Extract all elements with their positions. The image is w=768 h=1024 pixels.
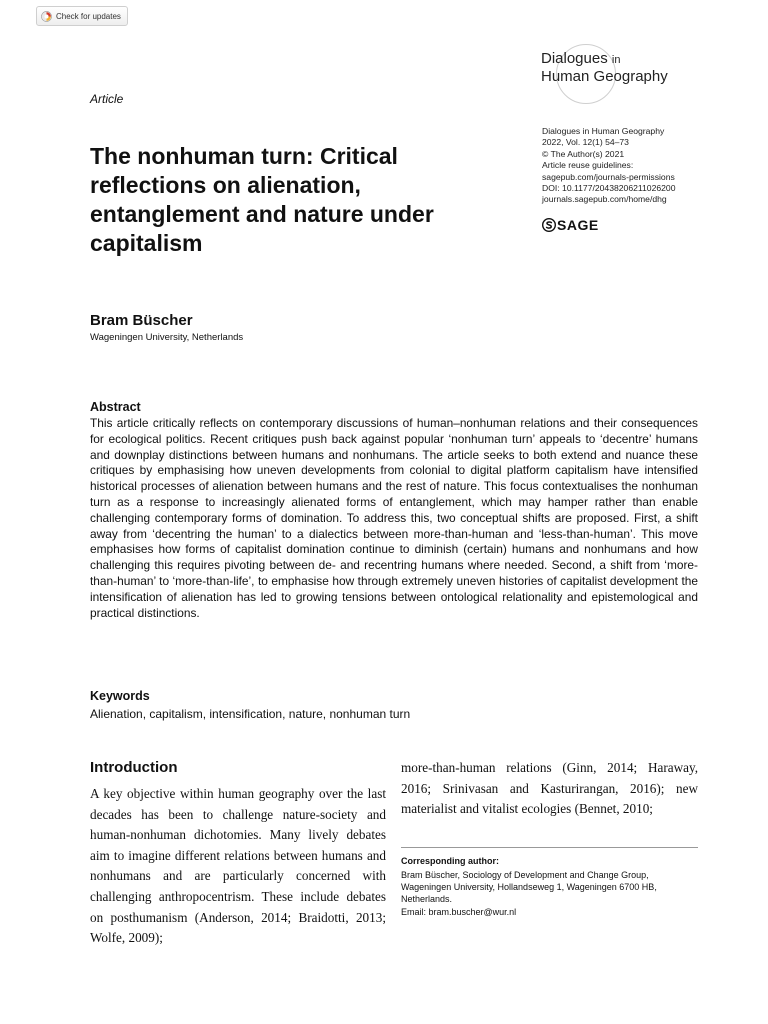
journal-metadata — [542, 126, 742, 206]
corresponding-author-details — [401, 869, 701, 918]
article-type-label: Article — [90, 92, 124, 106]
meta-copyright: © The Author(s) 2021 — [542, 148, 625, 159]
abstract-heading: Abstract — [90, 400, 141, 414]
sage-s-icon — [542, 218, 556, 232]
footnote-divider — [401, 847, 698, 848]
journal-logo — [536, 30, 696, 110]
logo-line1: Dialogues — [541, 50, 608, 67]
article-title: The nonhuman turn: Critical reflections on alienation, entanglement and nature under capitalism — [90, 143, 434, 256]
meta-volume: 2022, Vol. 12(1) 54–73 — [542, 137, 629, 148]
meta-reuse: Article reuse guidelines: — [542, 160, 634, 171]
sage-logo — [542, 217, 599, 233]
author-affiliation: Wageningen University, Netherlands — [90, 332, 244, 343]
corresponding-email[interactable]: Email: bram.buscher@wur.nl — [401, 906, 517, 917]
corresponding-line-2: Wageningen University, Hollandseweg 1, Wageningen 6700 HB, — [401, 882, 657, 893]
logo-line1-suffix: in — [611, 54, 621, 66]
meta-doi-link[interactable]: DOI: 10.1177/20438206211026200 — [542, 183, 676, 194]
introduction-heading: Introduction — [90, 759, 178, 776]
check-for-updates-label: Check for updates — [56, 11, 121, 21]
introduction-column-2: more-than-human relations (Ginn, 2014; Haraway, 2016; Srinivasan and Kasturirangan, 2016); new materialist and vitalist ecologies (Bennet, 2010; — [401, 760, 698, 817]
meta-permissions-link[interactable]: sagepub.com/journals-permissions — [542, 171, 675, 182]
corresponding-line-1: Bram Büscher, Sociology of Development and Change Group, — [401, 870, 649, 880]
corresponding-author-heading: Corresponding author: — [401, 856, 499, 866]
keywords-heading: Keywords — [90, 689, 150, 703]
corresponding-line-3: Netherlands. — [401, 894, 453, 905]
sage-logo-text: SAGE — [557, 217, 599, 233]
check-for-updates-icon — [41, 11, 52, 22]
keywords-text: Alienation, capitalism, intensification, nature, nonhuman turn — [90, 707, 411, 721]
meta-journal: Dialogues in Human Geography — [542, 126, 665, 136]
abstract-text: This article critically reflects on contemporary discussions of human–nonhuman relations and their consequences for ecological politics. Recent critiques push back against popular ‘nonhuman turn’ appeals to ‘decentre’ humans and downplay distinctions between humans and nonhumans. The article seeks to both extend and nuance these critiques by emphasising how uneven developments from colonial to digital platform capitalism have intensified historical processes of alienation between humans and the rest of nature. This focus contextualises the nonhuman turn as a response to increasingly alienated forms of entanglement, which may hamper rather than enable challenging contemporary forms of domination. To address this, two conceptual shifts are proposed. First, a shift away from ‘decentring the human’ to a dialectics between more-than-human and ‘less-than-human’. This move emphasises how forms of capitalist domination continue to diminish (certain) humans and nonhumans and how challenging this requires pivoting between de- and recentring humans where needed. Second, a shift from ‘more-than-human’ to ‘more-than-life’, to emphasise how through extremely uneven histories of capitalist development the intensification of alienation has led to growing tensions between ontological relationality and epistemological and practical distinctions. — [90, 416, 698, 620]
check-for-updates-button[interactable] — [36, 6, 128, 26]
introduction-column-1: A key objective within human geography over the last decades has been to challenge nature-society and human-nonhuman dichotomies. Many lively debates aim to imagine different relations between humans and nonhumans and are particularly concerned with challenging anthropocentrism. These include debates on posthumanism (Anderson, 2014; Braidotti, 2013; Wolfe, 2009); — [90, 786, 386, 946]
author-name: Bram Büscher — [90, 312, 193, 329]
logo-line2: Human Geography — [541, 68, 668, 85]
meta-journal-home-link[interactable]: journals.sagepub.com/home/dhg — [542, 194, 667, 205]
